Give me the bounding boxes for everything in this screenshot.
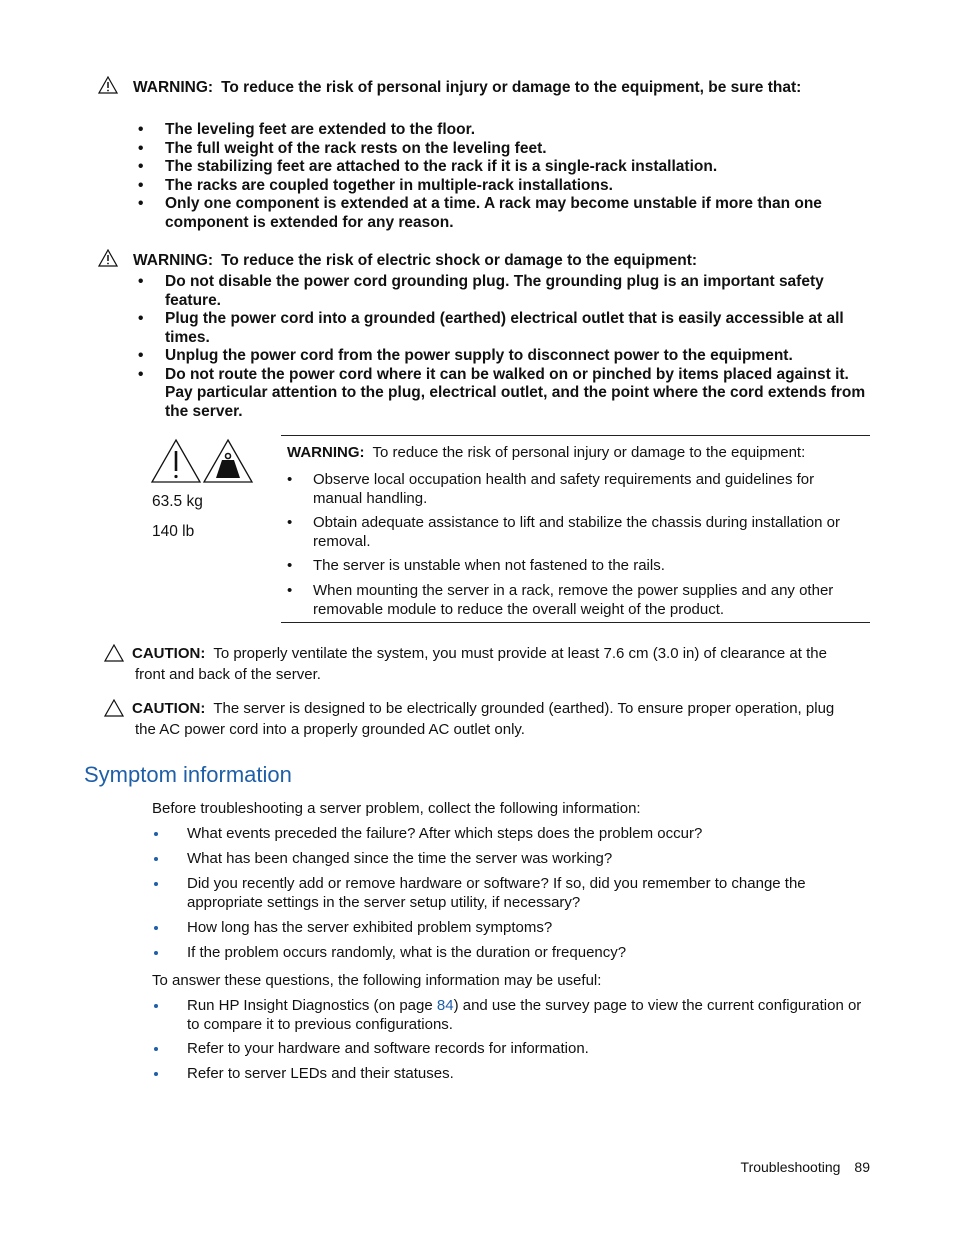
list-item: What events preceded the failure? After which steps does the problem occur? xyxy=(152,824,867,843)
warning-text: To reduce the risk of personal injury or damage to the equipment: xyxy=(372,444,806,461)
list-item: • The racks are coupled together in multiple-rack installations. xyxy=(136,177,876,196)
useful-list xyxy=(152,996,867,1083)
warning-label: WARNING: xyxy=(133,79,214,96)
warning-heading-2 xyxy=(110,251,896,270)
section-title: Symptom information xyxy=(84,762,292,787)
answer-intro: To answer these questions, the following information may be useful: xyxy=(152,972,602,989)
list-item: Refer to your hardware and software records for information. xyxy=(152,1039,867,1058)
list-item: • Only one component is extended at a time. A rack may become unstable if more than one component is extended for any reason. xyxy=(136,195,876,232)
list-item: • The leveling feet are extended to the floor. xyxy=(136,121,876,140)
warning-text: To reduce the risk of electric shock or damage to the equipment: xyxy=(221,252,698,269)
page-footer xyxy=(741,1158,870,1176)
footer-section: Troubleshooting xyxy=(740,1159,841,1175)
caution-text-cont: front and back of the server. xyxy=(135,665,321,683)
list-item: Refer to server LEDs and their statuses. xyxy=(152,1064,867,1083)
list-item: • Do not disable the power cord grounding plug. The grounding plug is an important safety feature. xyxy=(136,273,876,310)
warning-label: WARNING: xyxy=(133,252,214,269)
warning-list-1 xyxy=(136,121,876,232)
caution-triangle-icon xyxy=(104,644,124,662)
caution-ventilation xyxy=(104,644,874,685)
weight-warning-box xyxy=(281,435,870,623)
warning-heading-1 xyxy=(110,78,896,97)
list-item: • Obtain adequate assistance to lift and stabilize the chassis during installation or removal. xyxy=(285,513,865,551)
list-item: • Observe local occupation health and safety requirements and guidelines for manual handling. xyxy=(285,470,865,508)
question-list xyxy=(152,824,867,962)
weight-warning-list xyxy=(285,470,865,619)
warning-list-2 xyxy=(136,273,876,421)
list-item: Did you recently add or remove hardware or software? If so, did you remember to change the appropriate settings in the server setup utility, if necessary? xyxy=(152,874,867,912)
caution-grounding xyxy=(104,699,874,740)
weight-lb: 140 lb xyxy=(152,523,195,540)
list-item: How long has the server exhibited problem symptoms? xyxy=(152,918,867,937)
caution-label: CAUTION: xyxy=(132,645,206,662)
page-number: 89 xyxy=(854,1159,870,1175)
warning-text: To reduce the risk of personal injury or damage to the equipment, be sure that: xyxy=(221,79,802,96)
caution-label: CAUTION: xyxy=(132,700,206,717)
weight-warning-heading xyxy=(287,443,805,462)
list-item: • The server is unstable when not fastened to the rails. xyxy=(285,556,865,575)
list-item: • Do not route the power cord where it can be walked on or pinched by items placed against it. Pay particular attention to the plug, electrical outlet, and the point where the cord extends from the server. xyxy=(136,366,876,422)
page-link[interactable]: 84 xyxy=(436,997,454,1014)
list-item: • When mounting the server in a rack, remove the power supplies and any other removable module to reduce the overall weight of the product. xyxy=(285,581,865,619)
list-item: If the problem occurs randomly, what is the duration or frequency? xyxy=(152,943,867,962)
list-item: • Unplug the power cord from the power supply to disconnect power to the equipment. xyxy=(136,347,876,366)
section-intro: Before troubleshooting a server problem, collect the following information: xyxy=(152,800,641,817)
heavy-weight-icon xyxy=(150,438,254,484)
caution-text: The server is designed to be electrically grounded (earthed). To ensure proper operation, plug xyxy=(213,700,835,717)
caution-text-cont: the AC power cord into a properly grounded AC outlet only. xyxy=(135,720,525,738)
weight-kg: 63.5 kg xyxy=(152,493,203,510)
list-item: What has been changed since the time the server was working? xyxy=(152,849,867,868)
list-item: Run HP Insight Diagnostics (on page 84) and use the survey page to view the current configuration or to compare it to previous configurations. xyxy=(152,996,867,1034)
list-item: • The stabilizing feet are attached to the rack if it is a single-rack installation. xyxy=(136,158,876,177)
caution-triangle-icon xyxy=(104,699,124,717)
caution-text: To properly ventilate the system, you must provide at least 7.6 cm (3.0 in) of clearance at the xyxy=(213,645,827,662)
list-item: • Plug the power cord into a grounded (earthed) electrical outlet that is easily accessible at all times. xyxy=(136,310,876,347)
list-item: • The full weight of the rack rests on the leveling feet. xyxy=(136,140,876,159)
warning-label: WARNING: xyxy=(287,444,365,461)
